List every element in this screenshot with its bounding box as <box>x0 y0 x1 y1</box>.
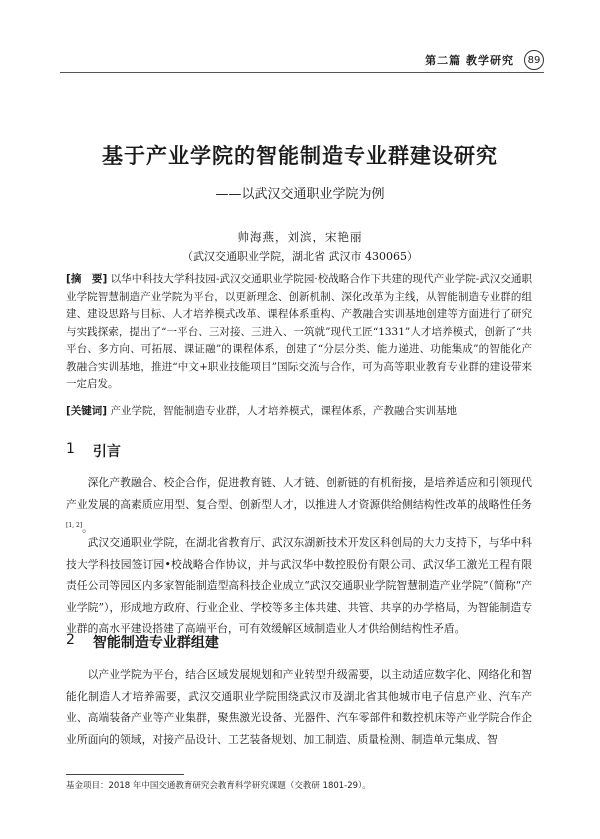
section-title: 引言 <box>92 444 121 460</box>
citation: [1, 2] <box>66 522 83 529</box>
abstract-text: 以华中科技大学科技园-武汉交通职业学院园·校战略合作下共建的现代产业学院-武汉交通职业学院智慧制造产业学院为平台，以更新理念、创新机制、深化改革为主线，从智能制造专业群的组建、建设思路与目标、人才培养模式改革、课程体系重构、产教融合实训基地创建等方面进行了研究与实践探索，提出了“一平台、三对接、三进入、一筑就”现代工匠“1331”人才培养模式，创新了“共平台、多方向、可拓展、课证融”的课程体系，创建了“分层分类、能力递进、功能集成”的智能化产教融合实训基地，推进“中文+职业技能项目”国际交流与合作，可为高等职业教育专业群的建设带来一定启发。 <box>66 273 532 390</box>
paragraph-text: 深化产教融合、校企合作，促进教育链、人才链、创新链的有机衔接，是培养适应和引领现代产业发展的高素质应用型、复合型、创新型人才，以推进人才资源供给侧结构性改革的战略性任务 <box>66 476 532 511</box>
section-label: 第二篇 教学研究 <box>425 54 514 67</box>
keywords-tag: [关键词] <box>66 405 108 417</box>
abstract-tag: [摘 要] <box>66 273 108 285</box>
section-title: 智能制造专业群组建 <box>92 635 219 651</box>
keywords <box>66 403 532 420</box>
article-subtitle: ——以武汉交通职业学院为例 <box>215 187 385 202</box>
paragraph-end: 。 <box>82 521 93 535</box>
section-number: 2 <box>66 632 75 648</box>
article-title: 基于产业学院的智能制造专业群建设研究 <box>102 144 498 168</box>
footnote-rule <box>66 774 184 775</box>
page-number-badge: 89 <box>524 50 544 70</box>
section-heading-cluster <box>66 632 219 652</box>
article-affiliation: （武汉交通职业学院，湖北省 武汉市 430065） <box>182 250 418 263</box>
section-number: 1 <box>66 441 75 457</box>
paragraph <box>66 472 532 539</box>
footnote: 基金项目：2018 年中国交通教育研究会教育科学研究课题（交教研 1801-29）。 <box>66 781 371 791</box>
keywords-text: 产业学院，智能制造专业群，人才培养模式，课程体系，产教融合实训基地 <box>107 405 457 417</box>
section-heading-intro <box>66 441 121 461</box>
paragraph: 武汉交通职业学院，在湖北省教育厅、武汉东湖新技术开发区科创局的大力支持下，与华中科技大学科技园签订园•校战略合作协议，并与武汉华中数控股份有限公司、武汉华工激光工程有限责任公司等园区内多家智能制造型高科技企业成立“武汉交通职业学院智慧制造产业学院”（简称“产业学院”），形成地方政府、行业企业、学校等多主体共建、共管、共享的办学格局，为智能制造专业群的高水平建设搭建了高端平台，可有效缓解区域制造业人才供给侧结构性矛盾。 <box>66 536 532 635</box>
paragraph: 以产业学院为平台，结合区域发展规划和产业转型升级需要，以主动适应数字化、网络化和智能化制造人才培养需要，武汉交通职业学院围绕武汉市及湖北省其他城市电子信息产业、汽车产业、高端装备产业等产业集群，聚焦激光设备、光器件、汽车零部件和数控机床等产业学院合作企业所面向的领域，对接产品设计、工艺装备规划、加工制造、质量检测、制造单元集成、智 <box>66 668 532 746</box>
article-authors: 帅海燕，刘滨，宋艳丽 <box>237 230 363 244</box>
abstract <box>66 271 532 394</box>
running-header <box>60 48 544 73</box>
